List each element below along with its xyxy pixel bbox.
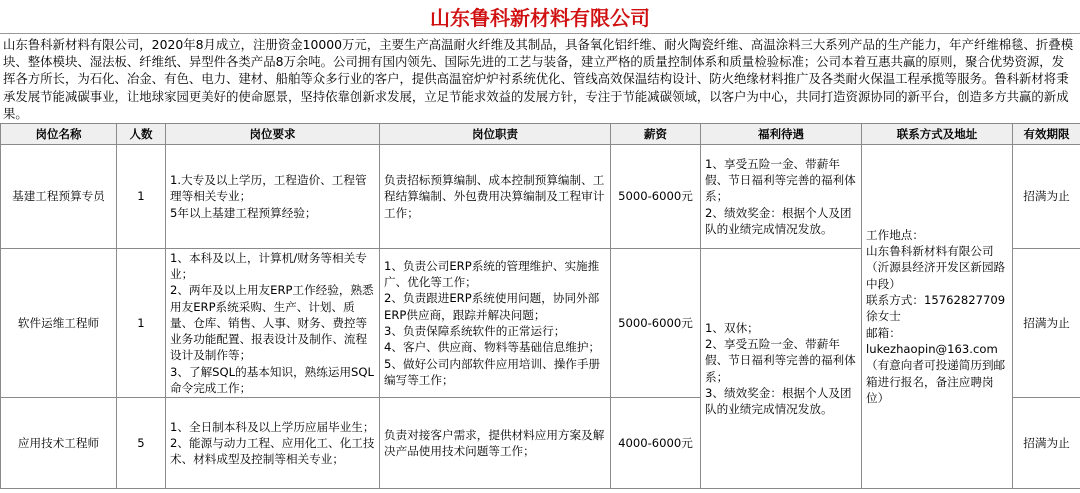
position-name: 应用技术工程师 — [1, 398, 117, 489]
company-title: 山东鲁科新材料有限公司 — [0, 0, 1080, 34]
duties-cell: 负责对接客户需求，提供材料应用方案及解决产品使用技术问题等工作； — [380, 398, 611, 489]
salary-cell: 4000-6000元 — [611, 398, 701, 489]
salary-cell: 5000-6000元 — [611, 249, 701, 398]
duties-cell: 负责招标预算编制、成本控制预算编制、工程结算编制、外包费用决算编制及工程审计工作； — [380, 145, 611, 249]
headcount: 1 — [117, 145, 166, 249]
requirements-cell: 1、本科及以上，计算机/财务等相关专业； 2、两年及以上用友ERP工作经验，熟悉用友ERP系统采购、生产、计划、质量、仓库、销售、人事、财务、费控等业务功能配置、报表设计及制作、流程设计及制作等； 3、了解SQL的基本知识，熟练运用SQL命令完成工作； — [166, 249, 380, 398]
validity-cell: 招满为止 — [1013, 398, 1080, 489]
position-name: 基建工程预算专员 — [1, 145, 117, 249]
table-header-row — [1, 124, 1080, 145]
job-table — [0, 123, 1080, 489]
header-validity: 有效期限 — [1013, 124, 1080, 145]
benefits-cell: 1、双休； 2、享受五险一金、带薪年假、节日福利等完善的福利体系； 3、绩效奖金：根据个人及团队的业绩完成情况发放。 — [701, 249, 862, 489]
requirements-cell: 1.大专及以上学历，工程造价、工程管理等相关专业； 5年以上基建工程预算经验； — [166, 145, 380, 249]
header-position: 岗位名称 — [1, 124, 117, 145]
header-requirements: 岗位要求 — [166, 124, 380, 145]
header-count: 人数 — [117, 124, 166, 145]
headcount: 5 — [117, 398, 166, 489]
table-row — [1, 145, 1080, 249]
requirements-cell: 1、全日制本科及以上学历应届毕业生； 2、能源与动力工程、应用化工、化工技术、材料成型及控制等相关专业； — [166, 398, 380, 489]
header-contact: 联系方式及地址 — [862, 124, 1013, 145]
contact-cell: 工作地点： 山东鲁科新材料有限公司（沂源县经济开发区新园路中段） 联系方式：15762827709徐女士 邮箱： lukezhaopin@163.com （有意向者可投递简历到邮箱进行报名，备注应聘岗位） — [862, 145, 1013, 489]
position-name: 软件运维工程师 — [1, 249, 117, 398]
validity-cell: 招满为止 — [1013, 145, 1080, 249]
company-intro: 山东鲁科新材料有限公司，2020年8月成立，注册资金10000万元，主要生产高温耐火纤维及其制品，具备氧化铝纤维、耐火陶瓷纤维、高温涂料三大系列产品的生产能力，年产纤维棉毯、折叠模块、整体模块、湿法板、纤维纸、异型件各类产品8万余吨。公司拥有国内领先、国际先进的工艺与装备，建立严格的质量控制体系和质量检验标准；公司本着互惠共赢的原则，聚合优势资源，发挥各方所长，为石化、冶金、有色、电力、建材、船舶等众多行业的客户，提供高温窑炉炉衬系统优化、管线高效保温结构设计、防火绝缘材料推广及各类耐火保温工程承揽等服务。鲁科新材将秉承发展节能减碳事业，让地球家园更美好的使命愿景，坚持依靠创新求发展，立足节能求效益的发展方针，专注于节能减碳领域，以客户为中心，共同打造资源协同的新平台，创造多方共赢的新成果。 — [3, 37, 1074, 121]
header-duties: 岗位职责 — [380, 124, 611, 145]
salary-cell: 5000-6000元 — [611, 145, 701, 249]
header-benefits: 福利待遇 — [701, 124, 862, 145]
validity-cell: 招满为止 — [1013, 249, 1080, 398]
duties-cell: 1、负责公司ERP系统的管理维护、实施推广、优化等工作； 2、负责跟进ERP系统使用问题，协同外部ERP供应商，跟踪并解决问题； 3、负责保障系统软件的正常运行； 4、客户、供应商、物料等基础信息维护； 5、做好公司内部软件应用培训、操作手册编写等工作； — [380, 249, 611, 398]
header-salary: 薪资 — [611, 124, 701, 145]
benefits-cell: 1、享受五险一金、带薪年假、节日福利等完善的福利体系； 2、绩效奖金：根据个人及团队的业绩完成情况发放。 — [701, 145, 862, 249]
headcount: 1 — [117, 249, 166, 398]
